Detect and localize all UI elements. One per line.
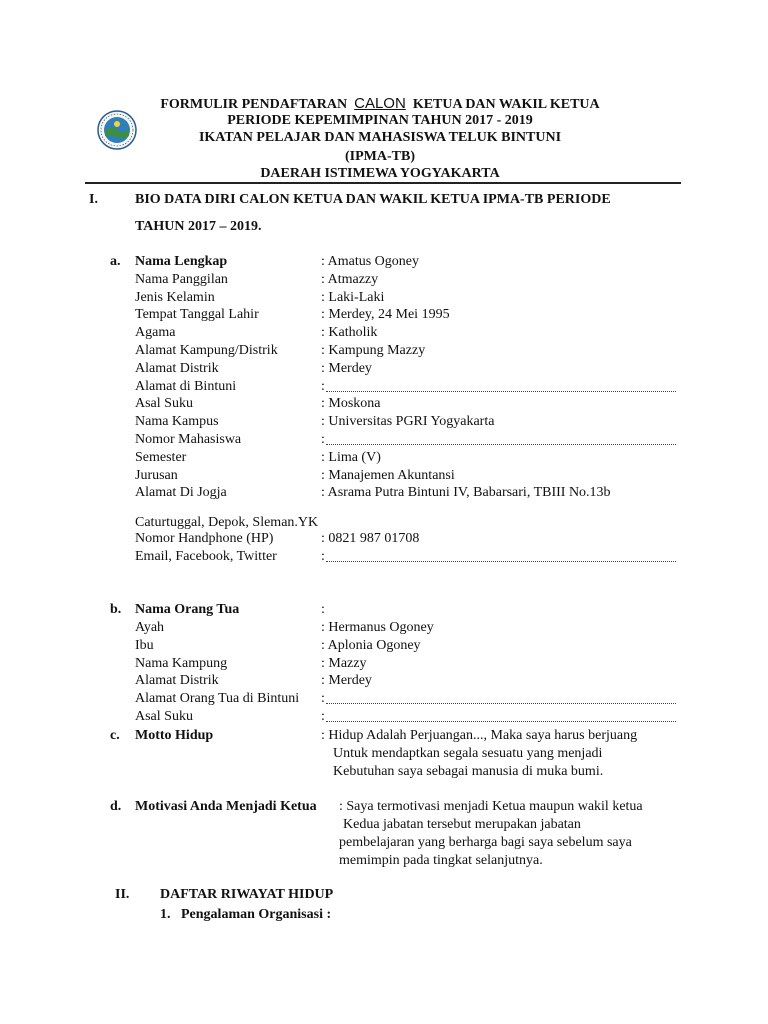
section-1-title-cont: TAHUN 2017 – 2019. [135,219,262,234]
motivation-line-1: : Saya termotivasi menjadi Ketua maupun wakil ketua [339,799,643,814]
field-label: Alamat di Bintuni [135,378,237,394]
title-part-2: KETUA DAN WAKIL KETUA [412,97,600,112]
field-label: Jurusan [135,467,178,483]
field-value: : [321,548,325,564]
section-2-item-1: 1. Pengalaman Organisasi : [160,907,332,922]
field-label: Email, Facebook, Twitter [135,548,277,564]
field-value: : Universitas PGRI Yogyakarta [321,414,495,430]
blank-fill-line [326,431,676,445]
parents-title: Nama Orang Tua [135,602,240,617]
field-label: Alamat Orang Tua di Bintuni [135,691,300,707]
motto-line-3: Kebutuhan saya sebagai manusia di muka bumi. [333,764,604,779]
field-value: : Atmazzy [321,271,379,287]
field-label: Nama Lengkap [135,254,228,269]
marker-a: a. [110,254,121,269]
field-label: Asal Suku [135,396,193,412]
blank-fill-line [326,690,676,704]
address-continuation: Caturtuggal, Depok, Sleman.YK [135,515,319,530]
marker-b: b. [110,602,122,617]
marker-c: c. [110,728,120,743]
field-value: : Laki-Laki [321,289,385,305]
field-label: Alamat Di Jogja [135,485,227,501]
field-label: Nama Panggilan [135,271,228,287]
section-1-number: I. [89,192,98,207]
motivation-line-4: memimpin pada tingkat selanjutnya. [339,853,543,868]
blank-fill-line [326,548,676,562]
period-title: PERIODE KEPEMIMPINAN TAHUN 2017 - 2019 [227,113,533,128]
field-value: : [321,691,325,707]
field-label: Ayah [135,620,165,635]
section-1-title: BIO DATA DIRI CALON KETUA DAN WAKIL KETUA IPMA-TB PERIODE [135,192,611,207]
field-label: Tempat Tanggal Lahir [135,307,259,323]
field-value: : Amatus Ogoney [321,254,419,269]
field-label: Alamat Distrik [135,360,219,376]
field-label: Agama [135,325,176,341]
field-label: Semester [135,449,187,465]
field-label: Nomor Mahasiswa [135,432,242,447]
field-value: : Asrama Putra Bintuni IV, Babarsari, TBIII No.13b [321,485,611,501]
field-label: Jenis Kelamin [135,289,215,305]
motivation-line-3: pembelajaran yang berharga bagi saya sebelum saya [339,835,632,850]
blank-fill-line [326,708,676,722]
field-value: : Manajemen Akuntansi [321,467,455,483]
field-value: : Merdey, 24 Mei 1995 [321,307,450,323]
motivation-title: Motivasi Anda Menjadi Ketua [135,799,317,814]
marker-d: d. [110,799,122,814]
organization-abbrev: (IPMA-TB) [345,149,415,164]
parents-title-colon: : [321,602,325,617]
section-2-number: II. [115,887,130,902]
organization-name: IKATAN PELAJAR DAN MAHASISWA TELUK BINTUNI [198,130,562,145]
field-value: : [321,709,325,724]
field-value: : Hermanus Ogoney [321,620,434,635]
field-value: : 0821 987 01708 [321,531,420,546]
field-value: : Mazzy [321,655,367,671]
field-label: Nama Kampung [135,655,228,671]
blank-fill-line [326,378,676,392]
field-value: : Merdey [321,360,372,376]
field-value: : Merdey [321,673,372,689]
field-value: : Katholik [321,325,378,341]
field-label: Alamat Kampung/Distrik [135,343,278,358]
title-calon: CALON [354,95,406,112]
field-value: : [321,378,325,394]
region-name: DAERAH ISTIMEWA YOGYAKARTA [260,166,500,181]
motto-line-1: : Hidup Adalah Perjuangan..., Maka saya harus berjuang [321,728,638,743]
field-value: : Lima (V) [321,449,381,465]
field-label: Nama Kampus [135,414,219,430]
motivation-line-2: Kedua jabatan tersebut merupakan jabatan [343,817,581,832]
field-value: : Aplonia Ogoney [321,637,421,653]
field-label: Ibu [135,637,154,653]
field-label: Asal Suku [135,709,193,724]
field-label: Nomor Handphone (HP) [135,531,274,546]
field-label: Alamat Distrik [135,673,219,689]
field-value: : Moskona [321,396,381,412]
title-part-1: FORMULIR PENDAFTARAN [160,97,348,112]
motto-line-2: Untuk mendaptkan segala sesuatu yang menjadi [333,746,603,761]
section-2-title: DAFTAR RIWAYAT HIDUP [160,887,334,902]
motto-title: Motto Hidup [135,728,214,743]
field-value: : [321,432,325,447]
form-title [130,95,630,113]
header-divider [85,182,681,184]
field-value: : Kampung Mazzy [321,343,426,358]
